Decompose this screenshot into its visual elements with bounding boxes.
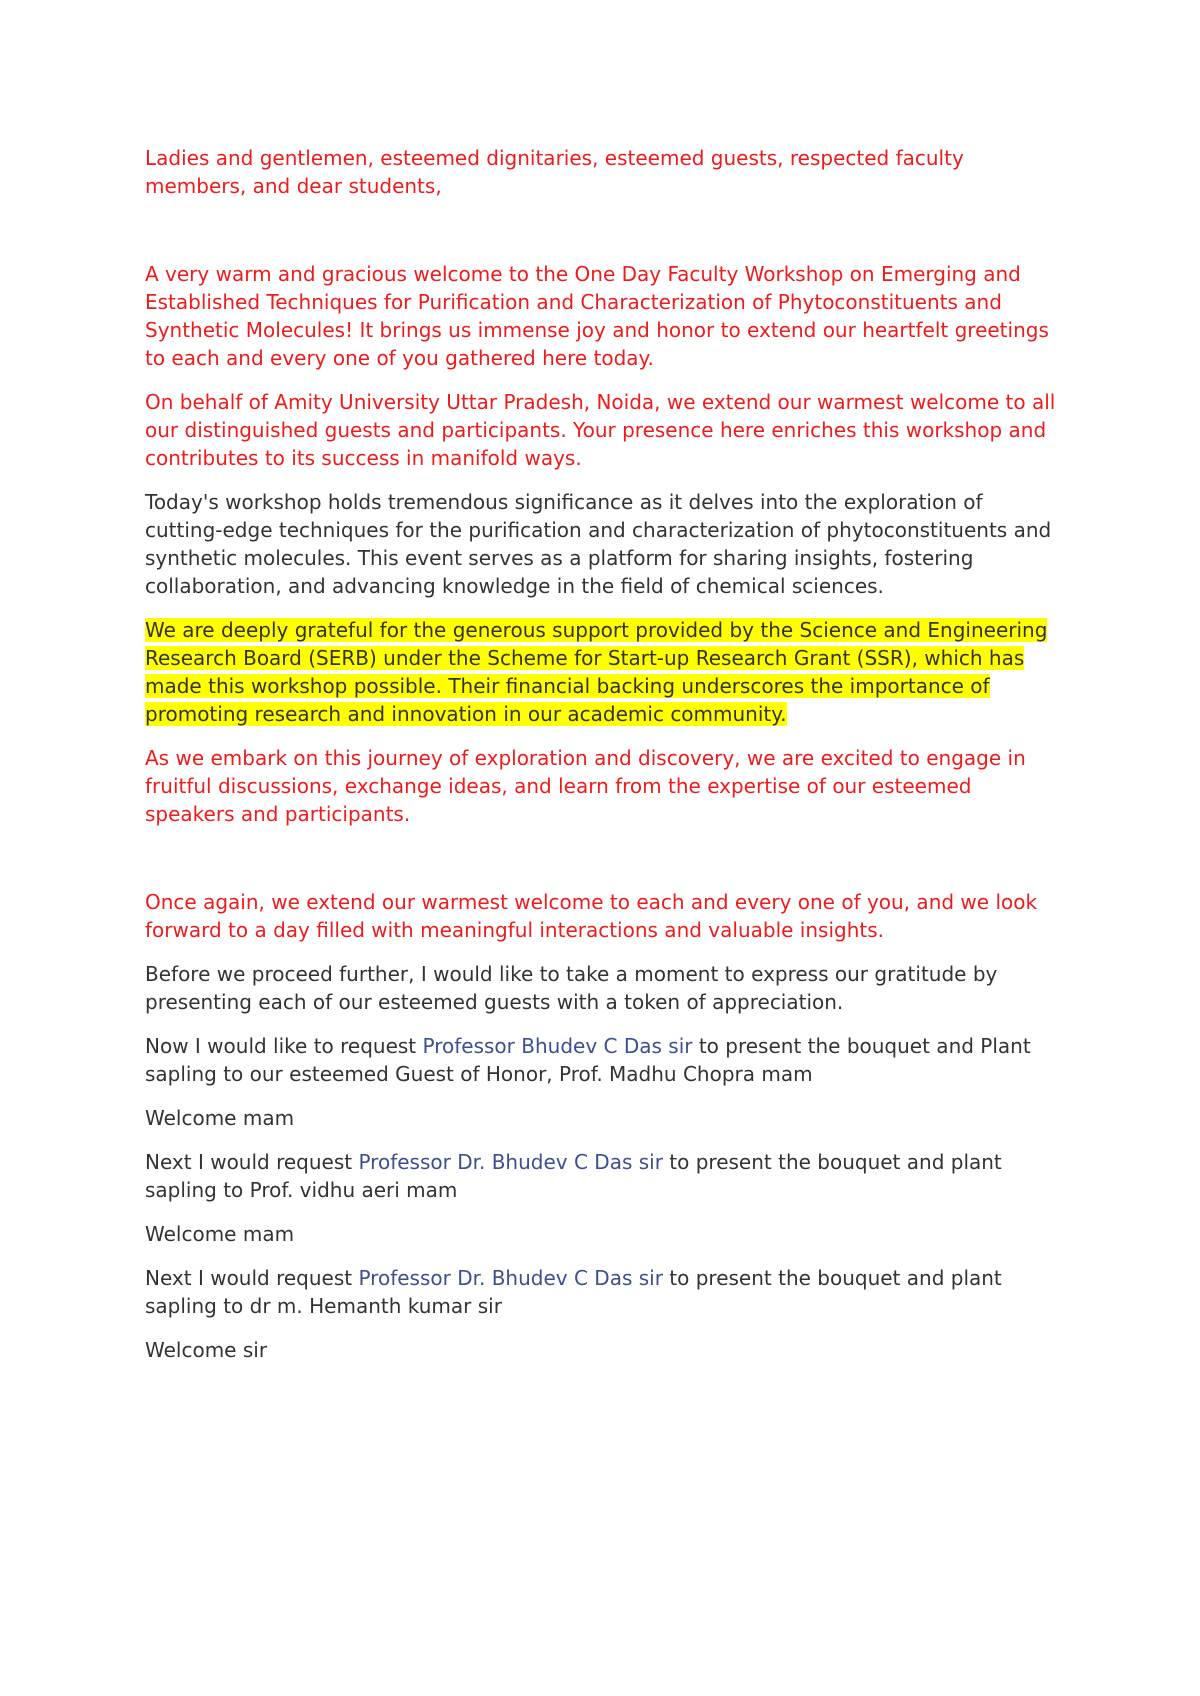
request-text: to present the bouquet and plant sapling to dr m. Hemanth kumar sir [145,1266,1002,1318]
request-text: Next I would request [145,1266,359,1290]
welcome-line-2: Welcome mam [145,1222,295,1246]
request-paragraph-3 [145,1264,1065,1320]
salutation-paragraph: Ladies and gentlemen, esteemed dignitaries, esteemed guests, respected faculty members, and dear students, [145,146,964,198]
request-text: to present the bouquet and Plant sapling to our esteemed Guest of Honor, Prof. Madhu Chopra mam [145,1034,1031,1086]
serb-acknowledgement-paragraph [145,616,1065,728]
journey-paragraph: As we embark on this journey of exploration and discovery, we are excited to engage in fruitful discussions, exchange ideas, and learn from the expertise of our esteemed speakers and participants. [145,746,1026,826]
request-text: Now I would like to request [145,1034,423,1058]
request-text: to present the bouquet and plant sapling to Prof. vidhu aeri mam [145,1150,1002,1202]
request-paragraph-1 [145,1032,1065,1088]
blank-space [145,216,1065,260]
closing-welcome-paragraph: Once again, we extend our warmest welcome to each and every one of you, and we look forward to a day filled with meaningful interactions and valuable insights. [145,890,1038,942]
request-paragraph-2 [145,1148,1065,1204]
welcome-line-3: Welcome sir [145,1338,268,1362]
presenter-name: Professor Dr. Bhudev C Das sir [358,1266,663,1290]
presenter-name: Professor Bhudev C Das sir [422,1034,693,1058]
welcome-line-1: Welcome mam [145,1106,295,1130]
blank-space [145,844,1065,888]
highlighted-text: We are deeply grateful for the generous support provided by the Science and Engineering Research Board (SERB) under the Scheme for Start-up Research Grant (SSR), which has made this workshop possible. Their financial backing underscores the importance of promoting research and innovation in our academic community. [145,618,1048,726]
welcome-paragraph: A very warm and gracious welcome to the One Day Faculty Workshop on Emerging and Established Techniques for Purification and Characterization of Phytoconstituents and Synthetic Molecules! It brings us immense joy and honor to extend our heartfelt greetings to each and every one of you gathered here today. [145,262,1049,370]
presenter-name: Professor Dr. Bhudev C Das sir [358,1150,663,1174]
workshop-significance-paragraph: Today's workshop holds tremendous significance as it delves into the exploration of cutting-edge techniques for the purification and characterization of phytoconstituents and synthetic molecules. This event serves as a platform for sharing insights, fostering collaboration, and advancing knowledge in the field of chemical sciences. [145,490,1052,598]
gratitude-paragraph: Before we proceed further, I would like to take a moment to express our gratitude by presenting each of our esteemed guests with a token of appreciation. [145,962,998,1014]
document-body [145,144,1065,1380]
university-welcome-paragraph: On behalf of Amity University Uttar Pradesh, Noida, we extend our warmest welcome to all our distinguished guests and participants. Your presence here enriches this workshop and contributes to its success in manifold ways. [145,390,1056,470]
request-text: Next I would request [145,1150,359,1174]
